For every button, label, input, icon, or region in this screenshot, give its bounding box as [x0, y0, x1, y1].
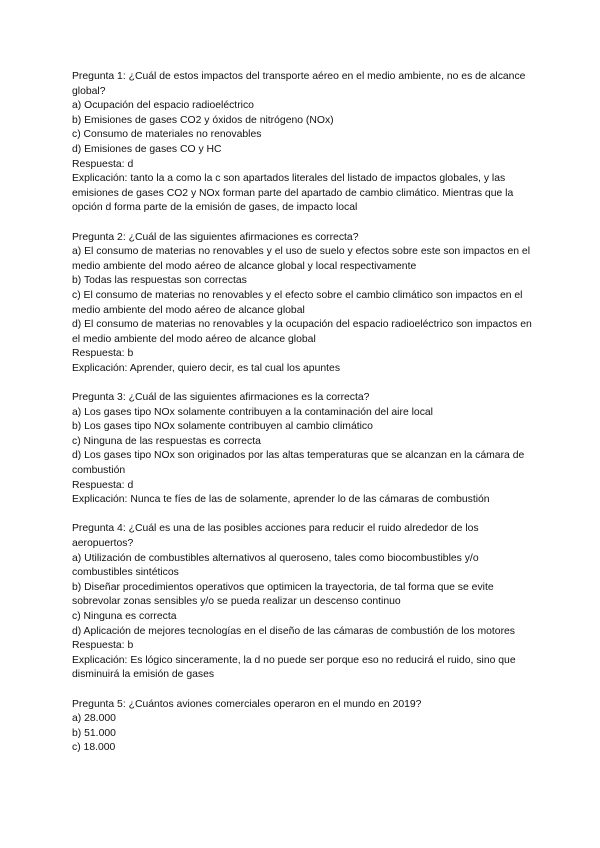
- option-b: b) Todas las respuestas son correctas: [72, 275, 247, 287]
- question-4: [72, 522, 532, 683]
- option-b: b) Los gases tipo NOx solamente contribuyen al cambio climático: [72, 421, 373, 433]
- question-text: Pregunta 1: ¿Cuál de estos impactos del transporte aéreo en el medio ambiente, no es de alcance global?: [72, 71, 526, 97]
- option-a: a) 28.000: [72, 713, 116, 725]
- option-d: d) Emisiones de gases CO y HC: [72, 143, 222, 155]
- option-a: a) Utilización de combustibles alternativos al queroseno, tales como biocombustibles y/o combustibles sintéticos: [72, 552, 479, 579]
- answer: Respuesta: d: [72, 479, 134, 491]
- question-1: [72, 70, 532, 216]
- option-d: d) El consumo de materias no renovables y la ocupación del espacio radioeléctrico son impactos en el medio ambiente del modo aéreo de alcance global: [72, 319, 532, 345]
- answer: Respuesta: b: [72, 348, 134, 360]
- explanation: Explicación: Es lógico sinceramente, la d no puede ser porque eso no reducirá el ruido, sino que disminuirá la emisión de gases: [72, 654, 516, 681]
- option-a: a) Ocupación del espacio radioeléctrico: [72, 100, 254, 112]
- question-text: Pregunta 4: ¿Cuál es una de las posibles acciones para reducir el ruido alrededor de los aeropuertos?: [72, 523, 479, 549]
- answer: Respuesta: d: [72, 158, 134, 170]
- question-text: Pregunta 5: ¿Cuántos aviones comerciales operaron en el mundo en 2019?: [72, 698, 422, 710]
- option-b: b) Diseñar procedimientos operativos que optimicen la trayectoria, de tal forma que se evite sobrevolar zonas sensibles y/o se pueda realizar un descenso continuo: [72, 581, 494, 608]
- question-2: [72, 231, 532, 377]
- option-c: c) El consumo de materias no renovables y el efecto sobre el cambio climático son impactos en el medio ambiente del modo aéreo de alcance global: [72, 289, 523, 316]
- option-c: c) Consumo de materiales no renovables: [72, 129, 262, 141]
- question-5: [72, 698, 532, 756]
- option-b: b) Emisiones de gases CO2 y óxidos de nitrógeno (NOx): [72, 114, 334, 126]
- explanation: Explicación: Nunca te fíes de las de solamente, aprender lo de las cámaras de combustión: [72, 494, 490, 506]
- answer: Respuesta: b: [72, 640, 134, 652]
- option-d: d) Los gases tipo NOx son originados por las altas temperaturas que se alcanzan en la cámara de combustión: [72, 450, 525, 477]
- question-text: Pregunta 3: ¿Cuál de las siguientes afirmaciones es la correcta?: [72, 392, 370, 404]
- option-c: c) 18.000: [72, 742, 116, 754]
- explanation: Explicación: tanto la a como la c son apartados literales del listado de impactos globales, y las emisiones de gases CO2 y NOx forman parte del apartado de cambio climático. Mientras que la opción d forma parte de la emisión de gases, de impacto local: [72, 173, 514, 214]
- document-body: [72, 70, 532, 771]
- option-d: d) Aplicación de mejores tecnologías en el diseño de las cámaras de combustión de los motores: [72, 625, 516, 637]
- option-a: a) El consumo de materias no renovables y el uso de suelo y efectos sobre este son impactos en el medio ambiente del modo aéreo de alcance global y local respectivamente: [72, 246, 531, 272]
- option-b: b) 51.000: [72, 727, 116, 739]
- option-c: c) Ninguna de las respuestas es correcta: [72, 435, 261, 447]
- option-c: c) Ninguna es correcta: [72, 610, 177, 622]
- question-3: [72, 391, 532, 508]
- option-a: a) Los gases tipo NOx solamente contribuyen a la contaminación del aire local: [72, 406, 433, 418]
- explanation: Explicación: Aprender, quiero decir, es tal cual los apuntes: [72, 362, 341, 374]
- question-text: Pregunta 2: ¿Cuál de las siguientes afirmaciones es correcta?: [72, 231, 359, 243]
